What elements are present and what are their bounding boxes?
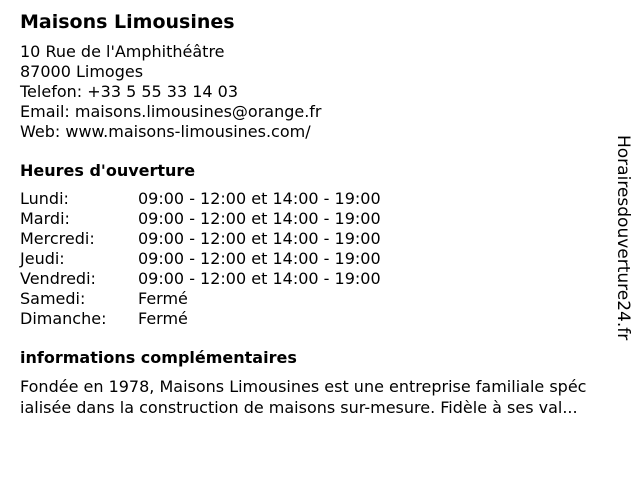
table-row	[20, 229, 381, 249]
day-hours: 09:00 - 12:00 et 14:00 - 19:00	[138, 269, 381, 288]
table-row	[20, 209, 381, 229]
day-hours: 09:00 - 12:00 et 14:00 - 19:00	[138, 209, 381, 228]
day-hours: 09:00 - 12:00 et 14:00 - 19:00	[138, 249, 381, 268]
business-card	[20, 10, 612, 418]
web-line: Web: www.maisons-limousines.com/	[20, 122, 311, 141]
phone-line: Telefon: +33 5 55 33 14 03	[20, 82, 239, 101]
business-name: Maisons Limousines	[20, 11, 235, 33]
info-description-line: ialisée dans la construction de maisons sur-mesure. Fidèle à ses val...	[20, 398, 578, 417]
day-label: Lundi:	[20, 189, 69, 208]
day-hours: 09:00 - 12:00 et 14:00 - 19:00	[138, 229, 381, 248]
info-description-line: Fondée en 1978, Maisons Limousines est une entreprise familiale spéc	[20, 377, 587, 396]
day-label: Dimanche:	[20, 309, 107, 328]
table-row	[20, 249, 381, 269]
day-label: Mardi:	[20, 209, 70, 228]
day-label: Jeudi:	[20, 249, 65, 268]
day-hours: 09:00 - 12:00 et 14:00 - 19:00	[138, 189, 381, 208]
day-label: Samedi:	[20, 289, 86, 308]
table-row	[20, 309, 381, 329]
info-description	[20, 376, 632, 418]
site-watermark: Horairesdouverture24.fr	[613, 135, 633, 341]
day-hours: Fermé	[138, 309, 188, 328]
day-label: Vendredi:	[20, 269, 96, 288]
info-heading: informations complémentaires	[20, 348, 297, 367]
table-row	[20, 189, 381, 209]
email-line: Email: maisons.limousines@orange.fr	[20, 102, 322, 121]
table-row	[20, 269, 381, 289]
hours-heading: Heures d'ouverture	[20, 161, 196, 180]
day-hours: Fermé	[138, 289, 188, 308]
day-label: Mercredi:	[20, 229, 95, 248]
hours-table	[20, 189, 381, 329]
address-street: 10 Rue de l'Amphithéâtre	[20, 42, 225, 61]
table-row	[20, 289, 381, 309]
address-city: 87000 Limoges	[20, 62, 144, 81]
